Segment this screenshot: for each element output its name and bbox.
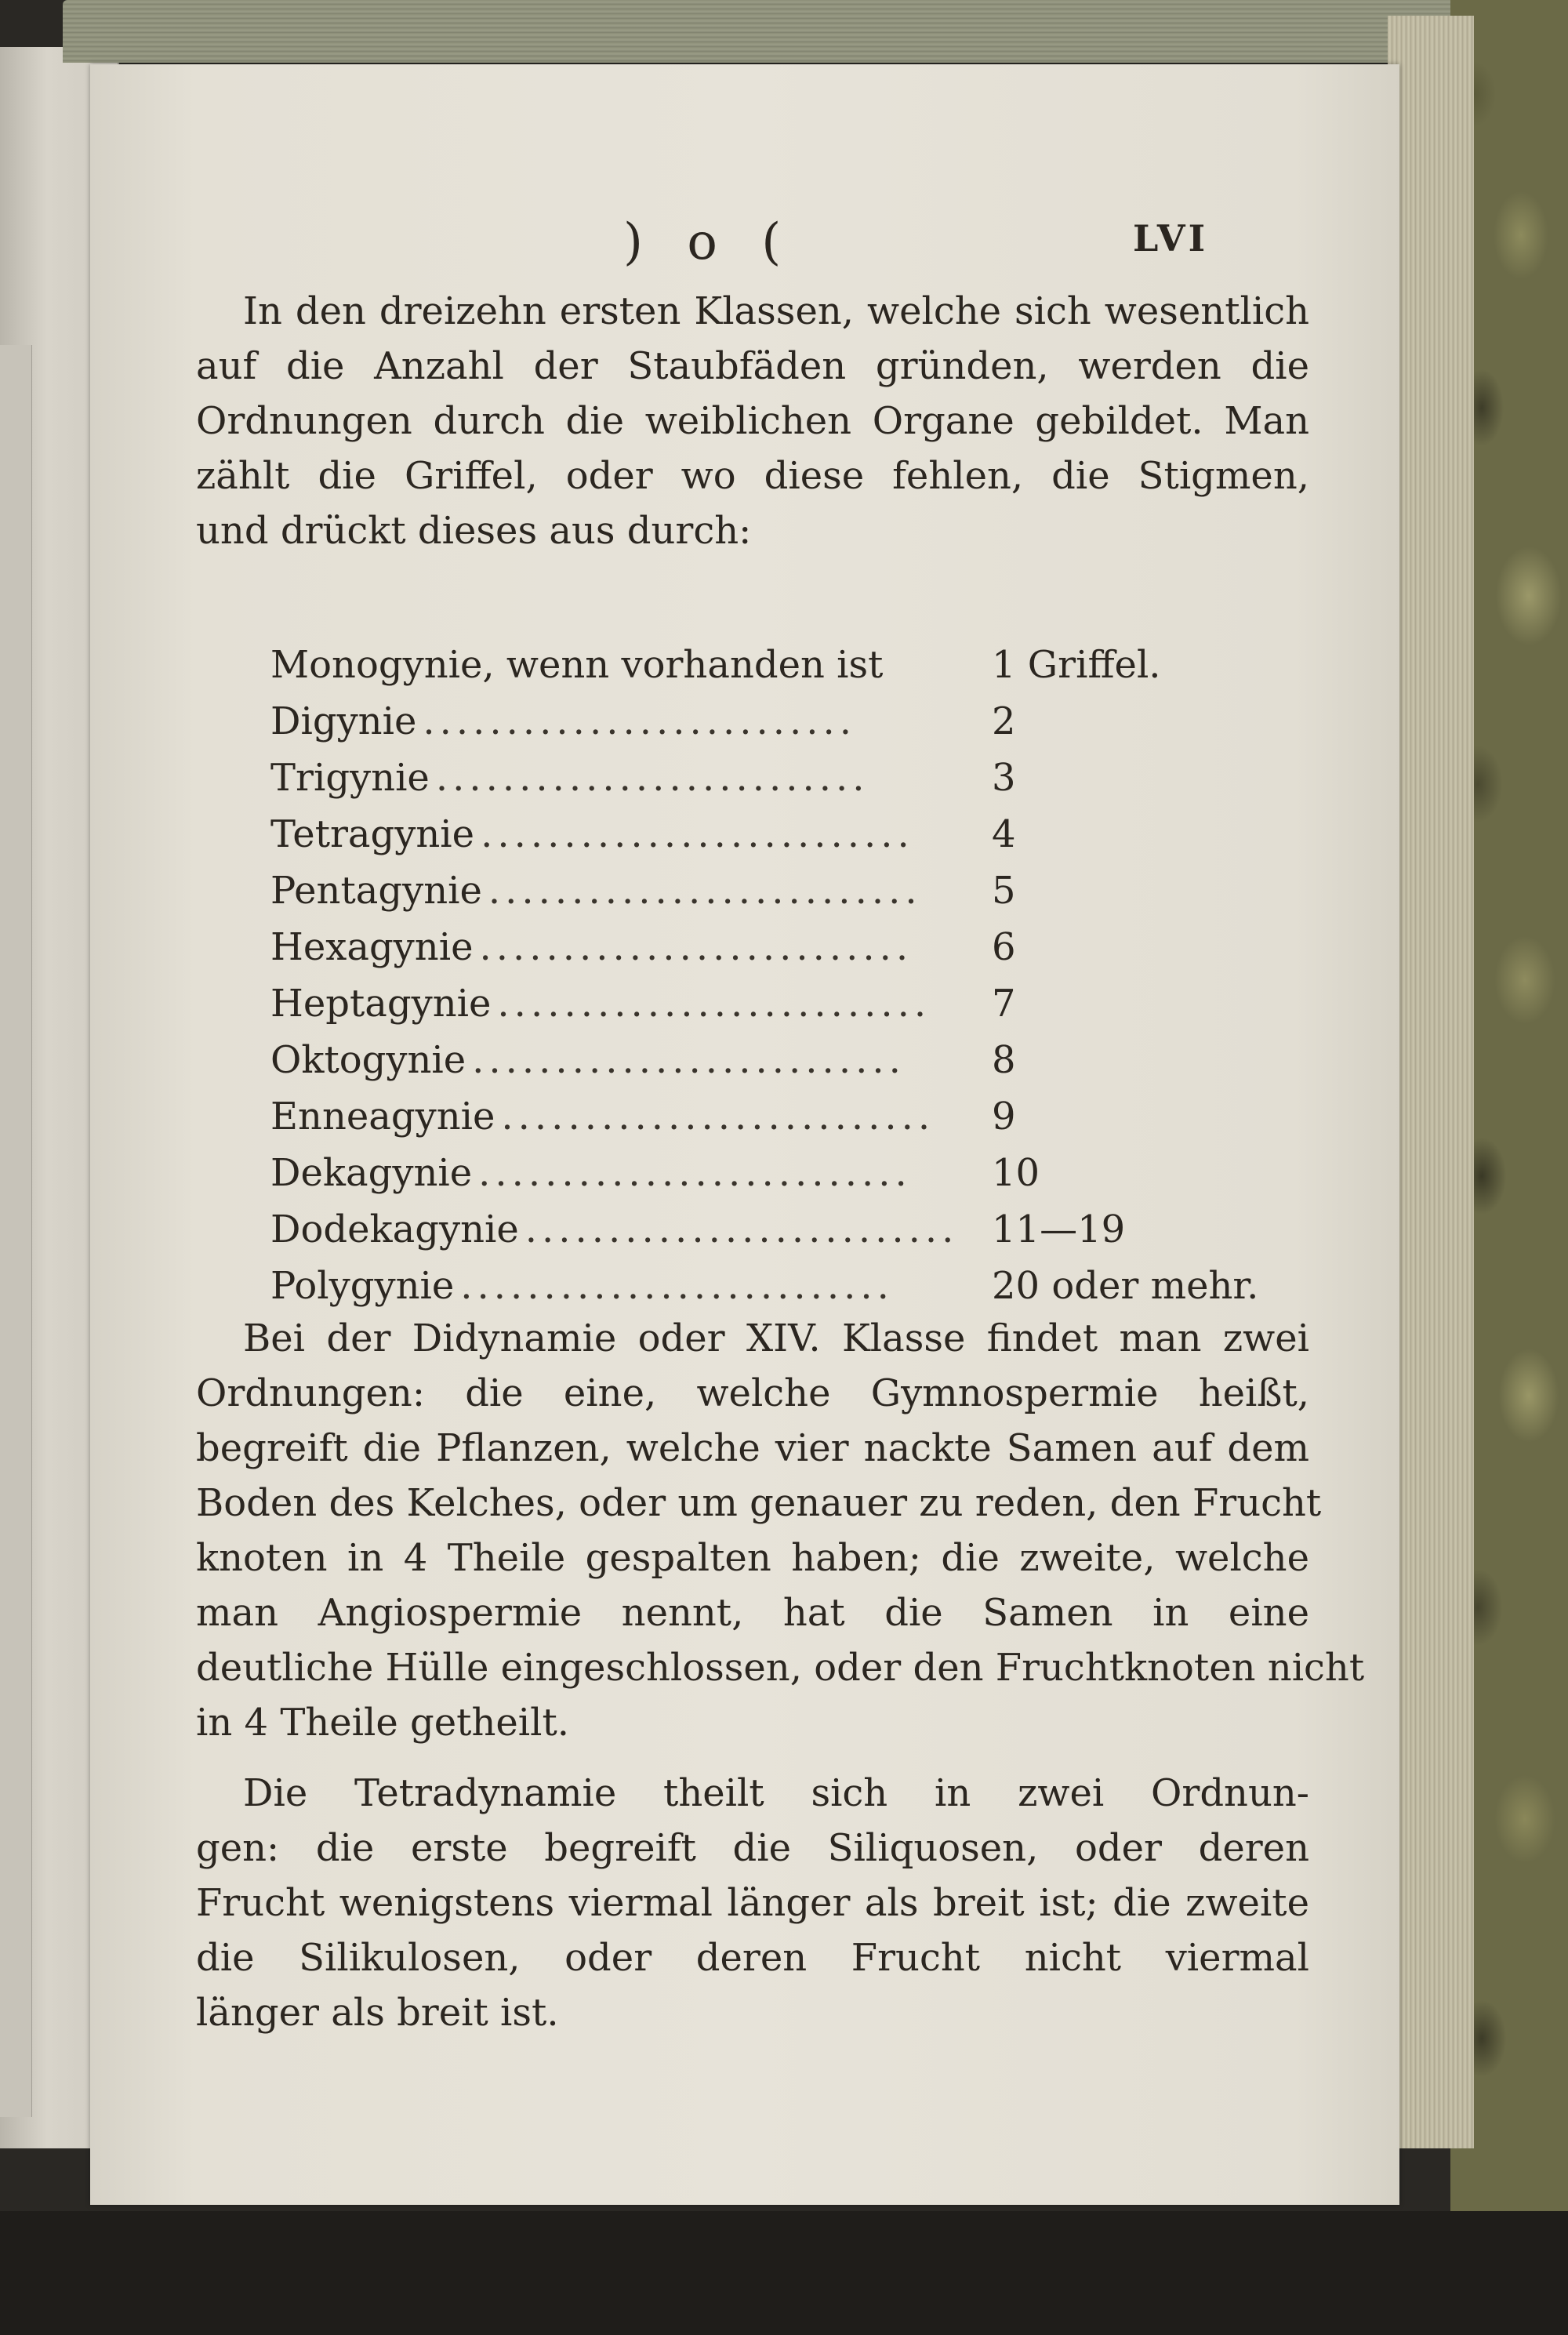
order-row (270, 806, 1290, 862)
order-row (270, 919, 1290, 975)
order-count: 1 Griffel. (992, 643, 1161, 687)
order-row (270, 1032, 1290, 1088)
text-line: und drückt dieses aus durch: (196, 509, 752, 553)
order-count: 2 (992, 699, 1016, 743)
text-line: in 4 Theile getheilt. (196, 1701, 570, 1745)
leader-dots: .......................... (478, 1151, 912, 1195)
order-row (270, 637, 1290, 693)
page-number: LVI (1133, 217, 1209, 260)
leader-dots: .......................... (472, 1038, 906, 1082)
order-count: 9 (992, 1095, 1016, 1138)
text-line: Bei der Didynamie oder XIV. Klasse findet man zwei (243, 1316, 1309, 1360)
text-line: begreift die Pflanzen, welche vier nackte Samen auf dem (196, 1426, 1309, 1470)
leader-dots: .......................... (524, 1207, 959, 1251)
text-line: zählt die Griffel, oder wo diese fehlen, die Stigmen, (196, 454, 1309, 498)
order-row (270, 1258, 1290, 1314)
order-row (270, 1145, 1290, 1201)
left-page-edge (0, 345, 32, 2117)
text-line: Ordnungen: die eine, welche Gymnospermie heißt, (196, 1371, 1309, 1415)
order-count: 7 (992, 982, 1016, 1026)
order-name: Pentagynie (270, 869, 482, 913)
page-edges-right (1388, 16, 1474, 2148)
order-name: Heptagynie (270, 982, 492, 1026)
page-header-mark: ) o ( (623, 213, 796, 271)
order-count: 8 (992, 1038, 1016, 1082)
orders-list (270, 637, 1290, 1314)
order-row (270, 750, 1290, 806)
leader-dots: .......................... (481, 812, 914, 856)
page-text (90, 64, 1399, 2205)
order-name: Dodekagynie (270, 1207, 519, 1251)
text-line: Frucht wenigstens viermal länger als breit ist; die zweite (196, 1881, 1309, 1925)
order-count: 10 (992, 1151, 1040, 1195)
leader-dots: .......................... (501, 1095, 935, 1138)
text-line: die Silikulosen, oder deren Frucht nicht viermal (196, 1936, 1309, 1980)
leader-dots: .......................... (435, 756, 869, 800)
leader-dots: .......................... (460, 1264, 894, 1308)
paragraph-tetradynamie (196, 1766, 1309, 2040)
order-name: Tetragynie (270, 812, 475, 856)
leader-dots: .......................... (488, 869, 922, 913)
order-name: Monogynie, wenn vorhanden ist (270, 643, 884, 687)
order-row (270, 693, 1290, 750)
order-name: Hexagynie (270, 925, 474, 969)
order-count: 11—19 (992, 1207, 1126, 1251)
paragraph-didynamie (196, 1311, 1365, 1750)
order-row (270, 862, 1290, 919)
order-name: Dekagynie (270, 1151, 473, 1195)
order-row (270, 1088, 1290, 1145)
leader-dots: .......................... (479, 925, 913, 969)
order-count: 3 (992, 756, 1016, 800)
leader-dots: .......................... (497, 982, 931, 1026)
order-count: 5 (992, 869, 1016, 913)
text-line: Ordnungen durch die weiblichen Organe gebildet. Man (196, 399, 1309, 443)
order-name: Digynie (270, 699, 417, 743)
order-name: Trigynie (270, 756, 430, 800)
text-line: knoten in 4 Theile gespalten haben; die zweite, welche (196, 1536, 1309, 1580)
book-page (90, 64, 1399, 2205)
order-name: Oktogynie (270, 1038, 466, 1082)
order-row (270, 975, 1290, 1032)
table-surface (0, 2211, 1568, 2335)
text-line: Boden des Kelches, oder um genauer zu reden, den Frucht (196, 1481, 1322, 1525)
order-name: Polygynie (270, 1264, 455, 1308)
order-count: 4 (992, 812, 1016, 856)
order-count: 6 (992, 925, 1016, 969)
order-row (270, 1201, 1290, 1258)
text-line: länger als breit ist. (196, 1991, 559, 2035)
order-count: 20 oder mehr. (992, 1264, 1259, 1308)
leader-dots: .......................... (423, 699, 857, 743)
paragraph-intro (196, 284, 1309, 558)
page-edges-top (63, 0, 1497, 63)
order-name: Enneagynie (270, 1095, 495, 1138)
text-line: deutliche Hülle eingeschlossen, oder den Fruchtknoten nicht (196, 1646, 1365, 1690)
text-line: auf die Anzahl der Staubfäden gründen, werden die (196, 344, 1309, 388)
text-line: Die Tetradynamie theilt sich in zwei Ordnun- (243, 1771, 1309, 1815)
text-line: gen: die erste begreift die Siliquosen, oder deren (196, 1826, 1309, 1870)
text-line: man Angiospermie nennt, hat die Samen in eine (196, 1591, 1309, 1635)
text-line: In den dreizehn ersten Klassen, welche sich wesentlich (243, 289, 1309, 333)
